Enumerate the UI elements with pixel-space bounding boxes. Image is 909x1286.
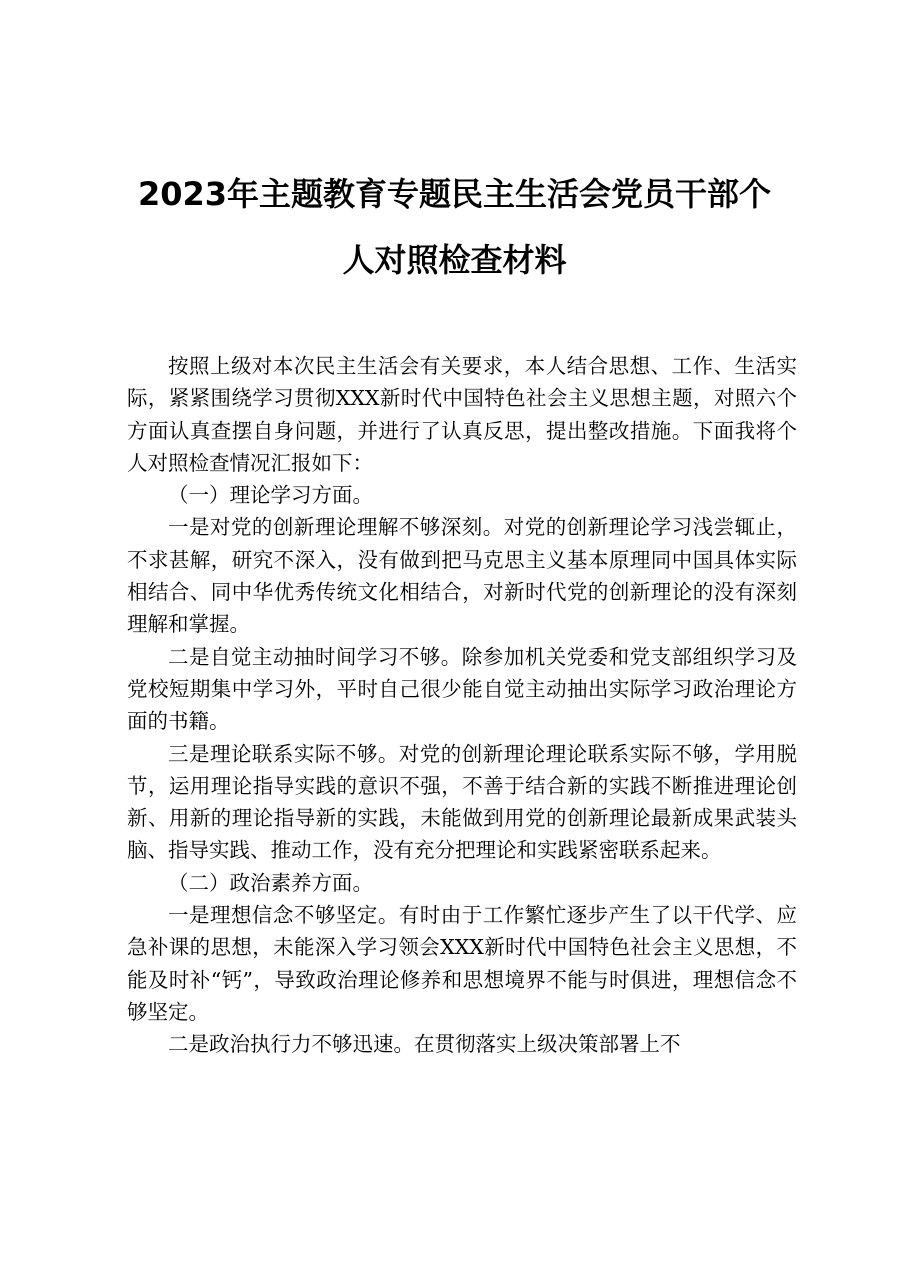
section-heading-theory-study: （一）理论学习方面。 (168, 483, 373, 508)
paragraph-intro: 按照上级对本次民主生活会有关要求，本人结合思想、工作、生活实际，紧紧围绕学习贯彻XXX新时代中国特色社会主义思想主题，对照六个方面认真查摆自身问题，并进行了认真反思，提出整改措施。下面我将个人对照检查情况汇报如下： (127, 354, 797, 475)
paragraph-political-1: 一是理想信念不够坚定。有时由于工作繁忙逐步产生了以干代学、应急补课的思想，未能深入学习领会XXX新时代中国特色社会主义思想，不能及时补“钙”，导致政治理论修养和思想境界不能与时俱进，理想信念不够坚定。 (127, 903, 797, 1024)
document-title-line-2: 人对照检查材料 (342, 241, 567, 279)
document-body (127, 350, 797, 1061)
document-title-line-1: 2023年主题教育专题民主生活会党员干部个 (137, 175, 772, 213)
paragraph-political-2: 二是政治执行力不够迅速。在贯彻落实上级决策部署上不 (168, 1032, 681, 1057)
paragraph-theory-1: 一是对党的创新理论理解不够深刻。对党的创新理论学习浅尝辄止，不求甚解，研究不深入，没有做到把马克思主义基本原理同中国具体实际相结合、同中华优秀传统文化相结合，对新时代党的创新理论的没有深刻理解和掌握。 (127, 515, 797, 637)
paragraph-theory-2: 二是自觉主动抽时间学习不够。除参加机关党委和党支部组织学习及党校短期集中学习外，平时自己很少能自觉主动抽出实际学习政治理论方面的书籍。 (127, 644, 797, 734)
section-heading-political-quality: （二）政治素养方面。 (168, 870, 373, 895)
paragraph-theory-3: 三是理论联系实际不够。对党的创新理论理论联系实际不够，学用脱节，运用理论指导实践的意识不强，不善于结合新的实践不断推进理论创新、用新的理论指导新的实践，未能做到用党的创新理论最新成果武装头脑、指导实践、推动工作，没有充分把理论和实践紧密联系起来。 (127, 741, 797, 863)
